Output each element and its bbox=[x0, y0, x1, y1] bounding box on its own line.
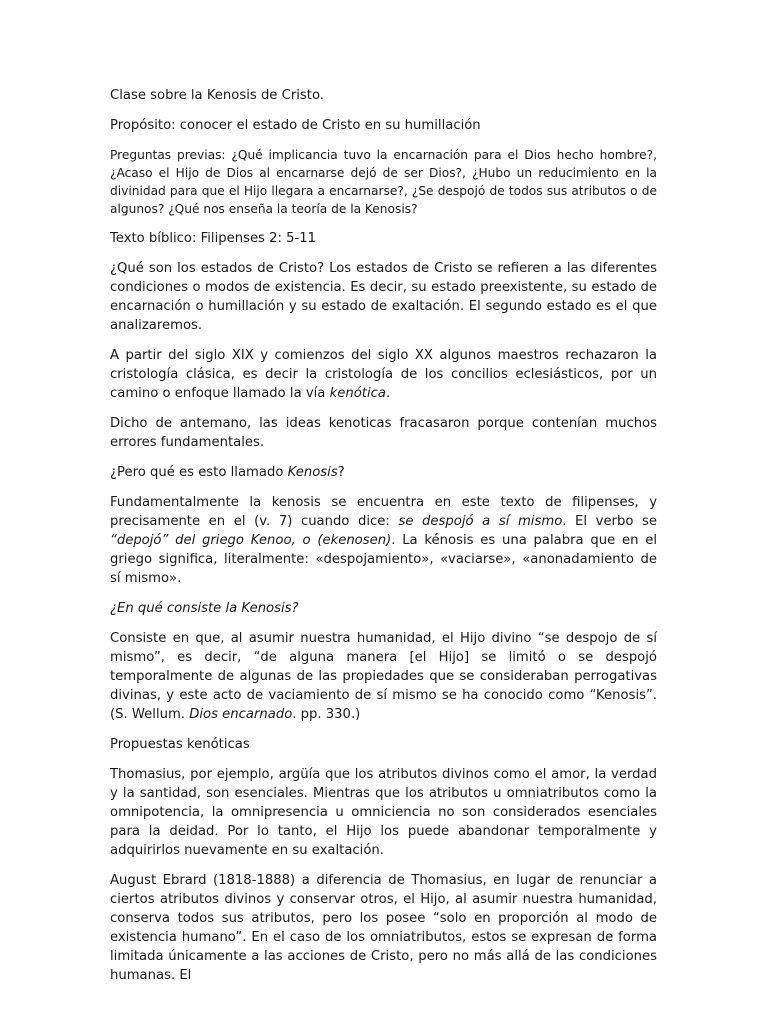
thomasius-paragraph: Thomasius, por ejemplo, argüía que los atributos divinos como el amor, la verdad y la santidad, son esenciales. Mientras que los atributos u omniatributos como la omnipotencia, la omnipresencia u omniciencia no son considerados esenciales para la deidad. Por lo tanto, el Hijo los puede abandonar temporalmente y adquirirlos nuevamente en su exaltación. bbox=[110, 767, 657, 858]
fundamentals-paragraph bbox=[110, 493, 657, 588]
fundamentals-part-3: . La kénosis es una palabra que en el griego significa, literalmente: «despojamiento», «vaciarse», «anonadamiento de sí mismo». bbox=[110, 533, 657, 586]
what-is-kenosis-question bbox=[110, 463, 657, 482]
fundamentals-italic-2: “depojó” del griego Kenoo, o (ekenosen) bbox=[110, 533, 392, 548]
fundamentals-italic-1: se despojó a sí mismo bbox=[398, 514, 563, 529]
document-title: Clase sobre la Kenosis de Cristo. bbox=[110, 88, 324, 103]
history-paragraph bbox=[110, 346, 657, 403]
consists-italic-book: Dios encarnado bbox=[189, 707, 293, 722]
states-paragraph: ¿Qué son los estados de Cristo? Los estados de Cristo se refieren a las diferentes condiciones o modos de existencia. Es decir, su estado preexistente, su estado de encarnación o humillación y su estado de exaltación. El segundo estado es el que analizaremos. bbox=[110, 261, 657, 333]
history-italic-term: kenótica bbox=[329, 386, 386, 401]
previous-questions-paragraph: Preguntas previas: ¿Qué implicancia tuvo la encarnación para el Dios hecho hombre?, ¿Acaso el Hijo de Dios al encarnarse dejó de ser Dios?, ¿Hubo un reducimiento en la divinidad para que el Hijo llegara a encarnarse?, ¿Se despojó de todos sus atributos o de algunos? ¿Qué nos enseña la teoría de la Kenosis? bbox=[110, 148, 657, 216]
fundamentals-part-2: . El verbo se bbox=[562, 514, 657, 529]
ebrard-paragraph: August Ebrard (1818-1888) a diferencia de Thomasius, en lugar de renunciar a ciertos atributos divinos y conservar otros, el Hijo, al asumir nuestra humanidad, conserva todos sus atributos, pero los posee “solo en proporción al modo de existencia humano”. En el caso de los omniatributos, estos se expresan de forma limitada únicamente a las acciones de Cristo, pero no más allá de las condiciones humanas. El bbox=[110, 873, 657, 983]
consists-heading bbox=[110, 599, 657, 618]
consists-end: . pp. 330.) bbox=[292, 707, 361, 722]
history-end: . bbox=[385, 386, 391, 401]
proposals-heading: Propuestas kenóticas bbox=[110, 737, 250, 752]
consists-text: Consiste en que, al asumir nuestra humanidad, el Hijo divino “se despojo de sí mismo”, es decir, “de alguna manera [el Hijo] se limitó o se despojó temporalmente de algunas de las propiedades que se consideraban perrogativas divinas, y este acto de vaciamiento de sí mismo se ha conocido como “Kenosis”. (S. Wellum. bbox=[110, 631, 657, 722]
question-italic-term: Kenosis bbox=[287, 465, 338, 480]
question-end: ? bbox=[337, 465, 345, 480]
consists-heading-text: ¿En qué consiste la Kenosis? bbox=[110, 601, 299, 616]
purpose-line: Propósito: conocer el estado de Cristo en su humillación bbox=[110, 118, 481, 133]
document-body bbox=[110, 86, 657, 996]
bible-text-line: Texto bíblico: Filipenses 2: 5-11 bbox=[110, 231, 317, 246]
consists-paragraph bbox=[110, 629, 657, 724]
history-text: A partir del siglo XIX y comienzos del siglo XX algunos maestros rechazaron la cristología clásica, es decir la cristología de los concilios eclesiásticos, por un camino o enfoque llamado la vía bbox=[110, 348, 657, 401]
question-text: ¿Pero qué es esto llamado bbox=[110, 465, 288, 480]
fundamentals-part-1: Fundamentalmente la kenosis se encuentra en este texto de filipenses, y precisamente en el (v. 7) cuando dice: bbox=[110, 495, 657, 529]
failure-paragraph: Dicho de antemano, las ideas kenoticas fracasaron porque contenían muchos errores fundamentales. bbox=[110, 416, 657, 450]
